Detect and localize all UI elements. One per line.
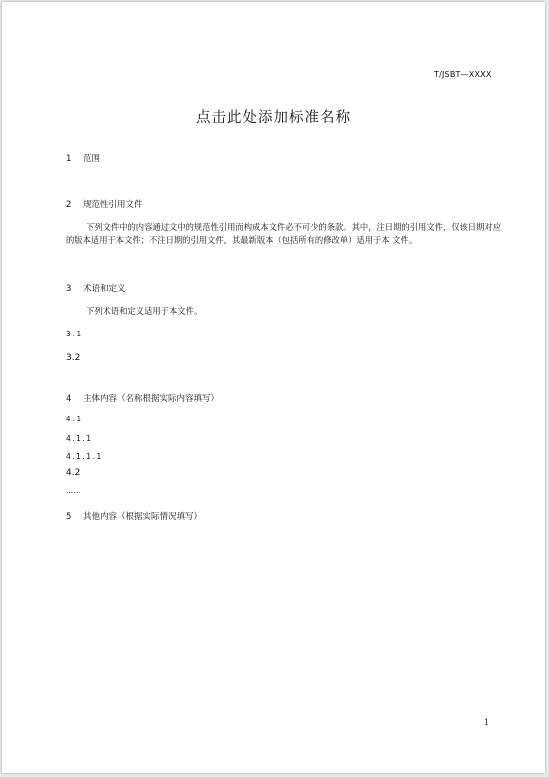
subclause-4-1-1-1: 4.1.1.1: [66, 452, 103, 461]
section-3-paragraph: 下列术语和定义适用于本文件。: [86, 306, 203, 316]
document-number: T/JSBT—XXXX: [434, 70, 492, 79]
section-heading-1: [66, 152, 100, 164]
ellipsis: ……: [66, 487, 81, 495]
section-title: 主体内容（名称根据实际内容填写）: [83, 394, 220, 404]
section-heading-4: [66, 392, 219, 404]
subclause-4-1: 4.1: [66, 415, 84, 423]
section-heading-3: [66, 282, 126, 294]
document-page: [2, 2, 545, 773]
section-title: 其他内容（根据实际情况填写）: [83, 512, 203, 522]
subclause-3-1: 3.1: [66, 330, 84, 338]
section-2-paragraph: 下列文件中的内容通过文中的规范性引用而构成本文件必不可少的条款。其中，注日期的引用文件，仅该日期对应的版本适用于本文件；不注日期的引用文件，其最新版本（包括所有的修改单）适用于本 文件。: [66, 222, 501, 245]
section-title: 术语和定义: [83, 284, 126, 294]
document-title[interactable]: 点击此处添加标准名称: [196, 110, 351, 126]
page-number: 1: [484, 718, 490, 727]
section-heading-5: [66, 510, 202, 522]
section-number: 2: [66, 200, 72, 210]
subclause-4-1-1: 4.1.1: [66, 434, 93, 443]
section-heading-2: [66, 198, 143, 210]
subclause-4-2: 4.2: [66, 468, 81, 478]
section-number: 1: [66, 154, 72, 164]
subclause-3-2: 3.2: [66, 353, 81, 363]
section-title: 范围: [83, 154, 101, 164]
section-number: 3: [66, 284, 72, 294]
section-number: 4: [66, 394, 72, 404]
section-number: 5: [66, 512, 72, 522]
section-title: 规范性引用文件: [83, 200, 143, 210]
